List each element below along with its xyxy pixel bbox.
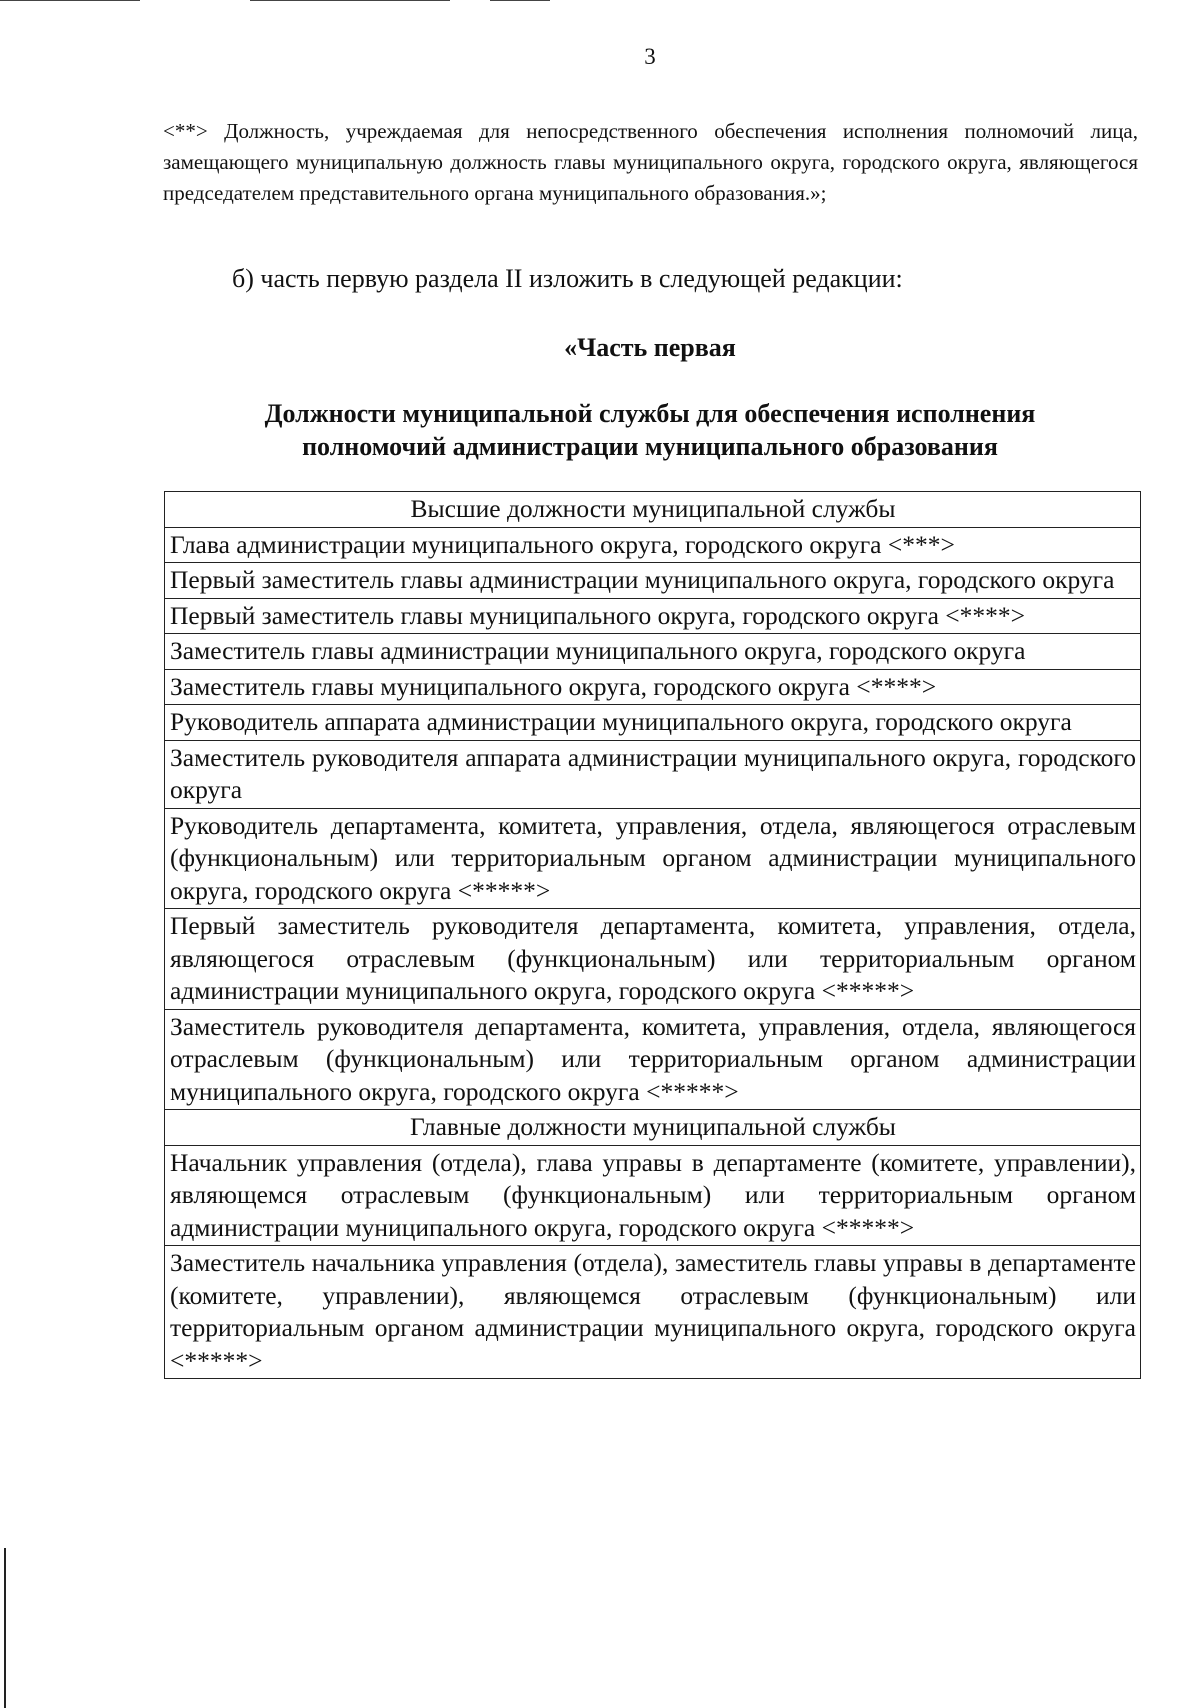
page-number: 3 (644, 44, 656, 69)
group-header-cell: Высшие должности муниципальной службы (165, 492, 1141, 528)
scan-edge-line (4, 1548, 6, 1708)
positions-table (164, 491, 1141, 1379)
position-cell: Начальник управления (отдела), глава управы в департаменте (комитете, управлении), являющемся отраслевым (функциональным) или территориальным органом администрации муниципального округа, городского округа <*****> (165, 1145, 1141, 1246)
amendment-instruction: б) часть первую раздела II изложить в следующей редакции: (232, 264, 903, 293)
position-cell: Первый заместитель главы администрации муниципального округа, городского округа (165, 563, 1141, 599)
position-cell: Заместитель руководителя департамента, комитета, управления, отдела, являющегося отраслевым (функциональным) или территориальным органом администрации муниципального округа, городского округа <*****> (165, 1009, 1141, 1110)
table-heading (0, 397, 1200, 463)
table-row (165, 740, 1141, 808)
table-row (165, 634, 1141, 670)
table-heading-line: полномочий администрации муниципального образования (302, 432, 998, 461)
scan-edge-line (490, 0, 550, 1)
table-row (165, 1145, 1141, 1246)
position-cell: Заместитель главы администрации муниципального округа, городского округа (165, 634, 1141, 670)
position-cell: Первый заместитель руководителя департамента, комитета, управления, отдела, являющегося отраслевым (функциональным) или территориальным органом администрации муниципального округа, городского округа <*****> (165, 909, 1141, 1010)
table-row (165, 598, 1141, 634)
table-row (165, 705, 1141, 741)
scan-edge-line (0, 0, 140, 1)
position-cell: Заместитель руководителя аппарата администрации муниципального округа, городского округа (165, 740, 1141, 808)
position-cell: Первый заместитель главы муниципального округа, городского округа <****> (165, 598, 1141, 634)
table-row (165, 492, 1141, 528)
table-row (165, 669, 1141, 705)
footnote-paragraph: <**> Должность, учреждаемая для непосредственного обеспечения исполнения полномочий лица, замещающего муниципальную должность главы муниципального округа, городского округа, являющегося председателем представительного органа муниципального образования.»; (163, 119, 1138, 205)
table-row (165, 909, 1141, 1010)
table-row (165, 1009, 1141, 1110)
position-cell: Руководитель аппарата администрации муниципального округа, городского округа (165, 705, 1141, 741)
table-row (165, 808, 1141, 909)
scan-edge-line (250, 0, 450, 1)
part-title: «Часть первая (564, 333, 736, 362)
table-row (165, 1110, 1141, 1146)
table-row (165, 527, 1141, 563)
position-cell: Заместитель главы муниципального округа, городского округа <****> (165, 669, 1141, 705)
group-header-cell: Главные должности муниципальной службы (165, 1110, 1141, 1146)
position-cell: Руководитель департамента, комитета, управления, отдела, являющегося отраслевым (функциональным) или территориальным органом администрации муниципального округа, городского округа <*****> (165, 808, 1141, 909)
table-row (165, 1246, 1141, 1379)
table-row (165, 563, 1141, 599)
position-cell: Заместитель начальника управления (отдела), заместитель главы управы в департаменте (комитете, управлении), являющемся отраслевым (функциональным) или территориальным органом администрации муниципального округа, городского округа <*****> (165, 1246, 1141, 1379)
position-cell: Глава администрации муниципального округа, городского округа <***> (165, 527, 1141, 563)
table-heading-line: Должности муниципальной службы для обеспечения исполнения (264, 399, 1036, 428)
